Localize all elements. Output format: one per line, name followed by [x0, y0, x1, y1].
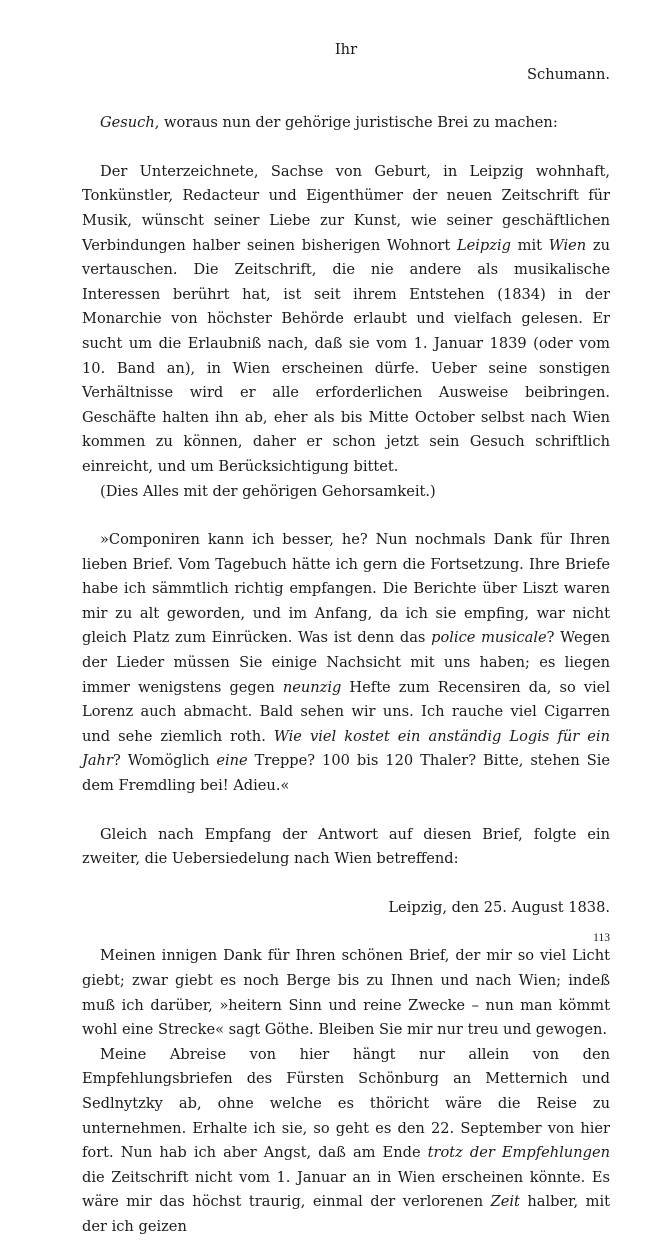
letter-paragraph: »Componiren kann ich besser, he? Nun nochmals Dank für Ihren lieben Brief. Vom Tagebuch hätte ich gern die Fortsetzung. Ihre Briefe habe ich sämmtlich richtig empfangen. Die Berichte über Liszt waren mir zu alt geworden, und im Anfang, da ich sie empfing, war nicht gleich Platz zum Einrücken. Was ist denn das police musicale? Wegen der Lieder müssen Sie einige Nachsicht mit uns haben; es liegen immer wenigstens gegen neunzig Hefte zum Recensiren da, so viel Lorenz auch abmacht. Bald sehen wir uns. Ich rauche viel Cigarren und sehe ziemlich roth. Wie viel kostet ein anständig Logis für ein Jahr? Womöglich eine Treppe? 100 bis 120 Thaler? Bitte, stehen Sie dem Fremdling bei! Adieu.«: [82, 531, 611, 795]
transition-paragraph: Gleich nach Empfang der Antwort auf diesen Brief, folgte ein zweiter, die Uebersiedelung nach Wien betreffend:: [82, 825, 610, 868]
gesuch-intro: Gesuch, woraus nun der gehörige juristische Brei zu machen:: [100, 114, 558, 132]
page-number: 113: [593, 932, 610, 944]
gesuch-body: Der Unterzeichnete, Sachse von Geburt, in Leipzig wohnhaft, Tonkünstler, Redacteur und Eigenthümer der neuen Zeitschrift für Musik, wünscht seiner Liebe zur Kunst, wie seiner geschäftlichen Verbindungen halber seinen bisherigen Wohnort Leipzig mit Wien zu vertauschen. Die Zeitschrift, die nie andere als musikalische Interessen berührt hat, ist seit ihrem Entstehen (1834) in der Monarchie von höchster Behörde erlaubt und vielfach gelesen. Er sucht um die Erlaubniß nach, daß sie vom 1. Januar 1839 (oder vom 10. Band an), in Wien erscheinen dürfe. Ueber seine sonstigen Verhältnisse wird er alle erforderlichen Ausweise beibringen. Geschäfte halten ihn ab, eher als bis Mitte October selbst nach Wien kommen zu können, daher er schon jetzt sein Gesuch schriftlich einreicht, und um Berücksichtigung bittet.: [82, 162, 610, 475]
dateline: Leipzig, den 25. August 1838.: [388, 898, 610, 916]
signature: Schumann.: [527, 65, 610, 83]
closing-word: Ihr: [334, 41, 358, 58]
letter2-paragraph-1: Meinen innigen Dank für Ihren schönen Brief, der mir so viel Licht giebt; zwar giebt es noch Berge bis zu Ihnen und nach Wien; indeß muß ich darüber, »heitern Sinn und reine Zwecke – nun man kömmt wohl eine Strecke« sagt Göthe. Bleiben Sie mir nur treu und gewogen.: [82, 947, 610, 1039]
gesuch-title: Gesuch: [100, 114, 155, 132]
gesuch-note: (Dies Alles mit der gehörigen Gehorsamkeit.): [100, 482, 436, 500]
book-page: [82, 38, 610, 1240]
letter2-paragraph-2: Meine Abreise von hier hängt nur allein von den Empfehlungsbriefen des Fürsten Schönburg an Metternich und Sedlnytzky ab, ohne welche es thöricht wäre die Reise zu unternehmen. Erhalte ich sie, so geht es den 22. September von hier fort. Nun hab ich aber Angst, daß am Ende trotz der Empfehlungen die Zeitschrift nicht vom 1. Januar an in Wien erscheinen könnte. Es wäre mir das höchst traurig, einmal der verlorenen Zeit halber, mit der ich geizen: [82, 1045, 610, 1235]
